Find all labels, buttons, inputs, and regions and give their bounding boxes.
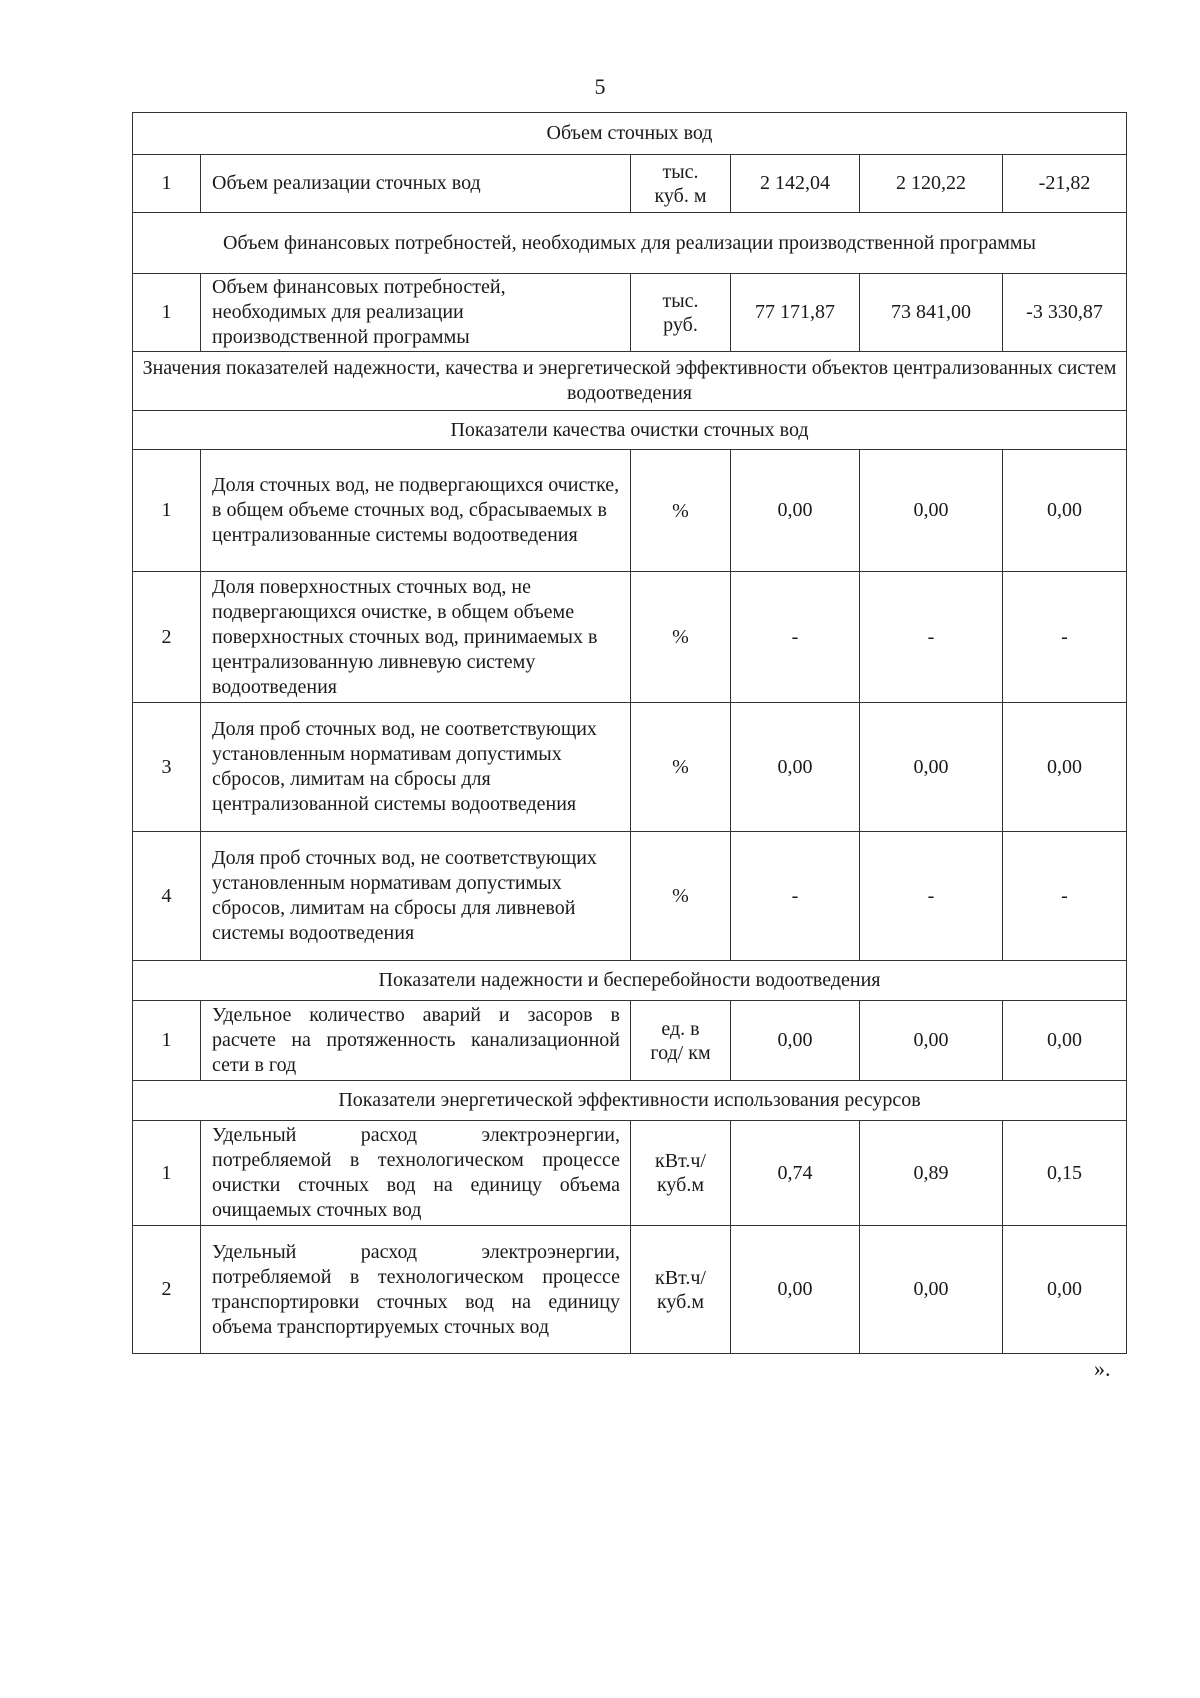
indicator-name: Объем финансовых потребностей, необходимых для реализации производственной программы: [201, 274, 631, 352]
closing-quote-mark: ».: [1094, 1356, 1111, 1381]
value-cell: 0,00: [731, 1001, 860, 1081]
section-row-treatment-quality: [133, 411, 1127, 450]
table-row: [133, 1226, 1127, 1354]
unit-line: год/ км: [650, 1041, 711, 1064]
section-title: Показатели энергетической эффективности использования ресурсов: [133, 1081, 1127, 1121]
value-cell: -: [731, 572, 860, 703]
section-title: Показатели качества очистки сточных вод: [133, 411, 1127, 450]
section-row-financial-needs: [133, 213, 1127, 274]
value-cell: 2 120,22: [860, 155, 1003, 213]
unit-line: куб.м: [656, 1174, 704, 1196]
section-title: Показатели надежности и бесперебойности водоотведения: [133, 961, 1127, 1001]
value-cell: -3 330,87: [1003, 274, 1127, 352]
unit-line: куб.м: [656, 1290, 704, 1313]
value-cell: 0,00: [731, 703, 860, 832]
table-row: [133, 703, 1127, 832]
value-cell: 0,00: [860, 1226, 1003, 1354]
table-row: [133, 1001, 1127, 1081]
table-row: [133, 155, 1127, 213]
value-cell: -: [1003, 572, 1127, 703]
row-number: 1: [133, 450, 201, 572]
indicator-name: Объем реализации сточных вод: [201, 155, 631, 213]
unit-cell: %: [631, 703, 731, 832]
unit-line: руб.: [663, 313, 698, 336]
value-cell: 0,00: [860, 450, 1003, 572]
row-number: 2: [133, 572, 201, 703]
row-number: 3: [133, 703, 201, 832]
value-cell: 0,00: [731, 1226, 860, 1354]
table-row: [133, 450, 1127, 572]
indicator-name: Доля сточных вод, не подвергающихся очистке, в общем объеме сточных вод, сбрасываемых в централизованные системы водоотведения: [201, 450, 631, 572]
page-number: 5: [594, 74, 606, 99]
value-cell: -: [731, 832, 860, 961]
value-cell: -: [1003, 832, 1127, 961]
section-title: Объем сточных вод: [133, 113, 1127, 155]
unit-line: ед. в: [661, 1017, 700, 1040]
indicator-name: Доля проб сточных вод, не соответствующих установленным нормативам допустимых сбросов, лимитам на сбросы для централизованной системы водоотведения: [201, 703, 631, 832]
value-cell: -: [860, 572, 1003, 703]
unit-line: куб. м: [654, 184, 707, 207]
indicator-name: Удельное количество аварий и засоров в расчете на протяженность канализационной сети в год: [201, 1001, 631, 1081]
row-number: 1: [133, 1001, 201, 1081]
value-cell: 0,00: [860, 1001, 1003, 1081]
value-cell: 0,00: [1003, 450, 1127, 572]
row-number: 1: [133, 1121, 201, 1226]
value-cell: 0,00: [1003, 1226, 1127, 1354]
unit-line: кВт.ч/: [655, 1266, 706, 1289]
value-cell: 73 841,00: [860, 274, 1003, 352]
section-row-energy-efficiency: [133, 1081, 1127, 1121]
value-cell: 0,00: [860, 703, 1003, 832]
indicator-name: Удельный расход электроэнергии, потребляемой в технологическом процессе транспортировки сточных вод на единицу объема транспортируемых сточных вод: [201, 1226, 631, 1354]
unit-line: тыс.: [662, 289, 699, 312]
value-cell: 0,15: [1003, 1121, 1127, 1226]
value-cell: 77 171,87: [731, 274, 860, 352]
row-number: 2: [133, 1226, 201, 1354]
value-cell: -21,82: [1003, 155, 1127, 213]
table-row: [133, 572, 1127, 703]
value-cell: 0,74: [731, 1121, 860, 1226]
unit-cell: %: [631, 832, 731, 961]
unit-cell: [631, 1121, 731, 1226]
unit-cell: [631, 274, 731, 352]
unit-cell: [631, 1226, 731, 1354]
unit-cell: %: [631, 450, 731, 572]
unit-cell: [631, 155, 731, 213]
value-cell: 2 142,04: [731, 155, 860, 213]
value-cell: 0,89: [860, 1121, 1003, 1226]
table-row: [133, 832, 1127, 961]
indicator-name: Доля проб сточных вод, не соответствующих установленным нормативам допустимых сбросов, лимитам на сбросы для ливневой системы водоотведения: [201, 832, 631, 961]
table-row: [133, 274, 1127, 352]
unit-cell: %: [631, 572, 731, 703]
row-number: 4: [133, 832, 201, 961]
value-cell: 0,00: [731, 450, 860, 572]
value-cell: -: [860, 832, 1003, 961]
section-row-wastewater-volume: [133, 113, 1127, 155]
unit-cell: [631, 1001, 731, 1081]
indicators-table: [132, 112, 1127, 1354]
section-row-indicator-values: [133, 352, 1127, 411]
indicator-name: Удельный расход электроэнергии, потребляемой в технологическом процессе очистки сточных вод на единицу объема очищаемых сточных вод: [201, 1121, 631, 1226]
value-cell: 0,00: [1003, 1001, 1127, 1081]
table-row: [133, 1121, 1127, 1226]
row-number: 1: [133, 155, 201, 213]
section-title: Объем финансовых потребностей, необходимых для реализации производственной программы: [133, 213, 1127, 274]
unit-line: кВт.ч/: [655, 1150, 706, 1172]
row-number: 1: [133, 274, 201, 352]
unit-line: тыс.: [662, 160, 699, 183]
value-cell: 0,00: [1003, 703, 1127, 832]
indicator-name: Доля поверхностных сточных вод, не подвергающихся очистке, в общем объеме поверхностных сточных вод, принимаемых в централизованную ливневую систему водоотведения: [201, 572, 631, 703]
section-row-reliability: [133, 961, 1127, 1001]
section-title: Значения показателей надежности, качества и энергетической эффективности объектов централизованных систем водоотведения: [133, 352, 1127, 411]
